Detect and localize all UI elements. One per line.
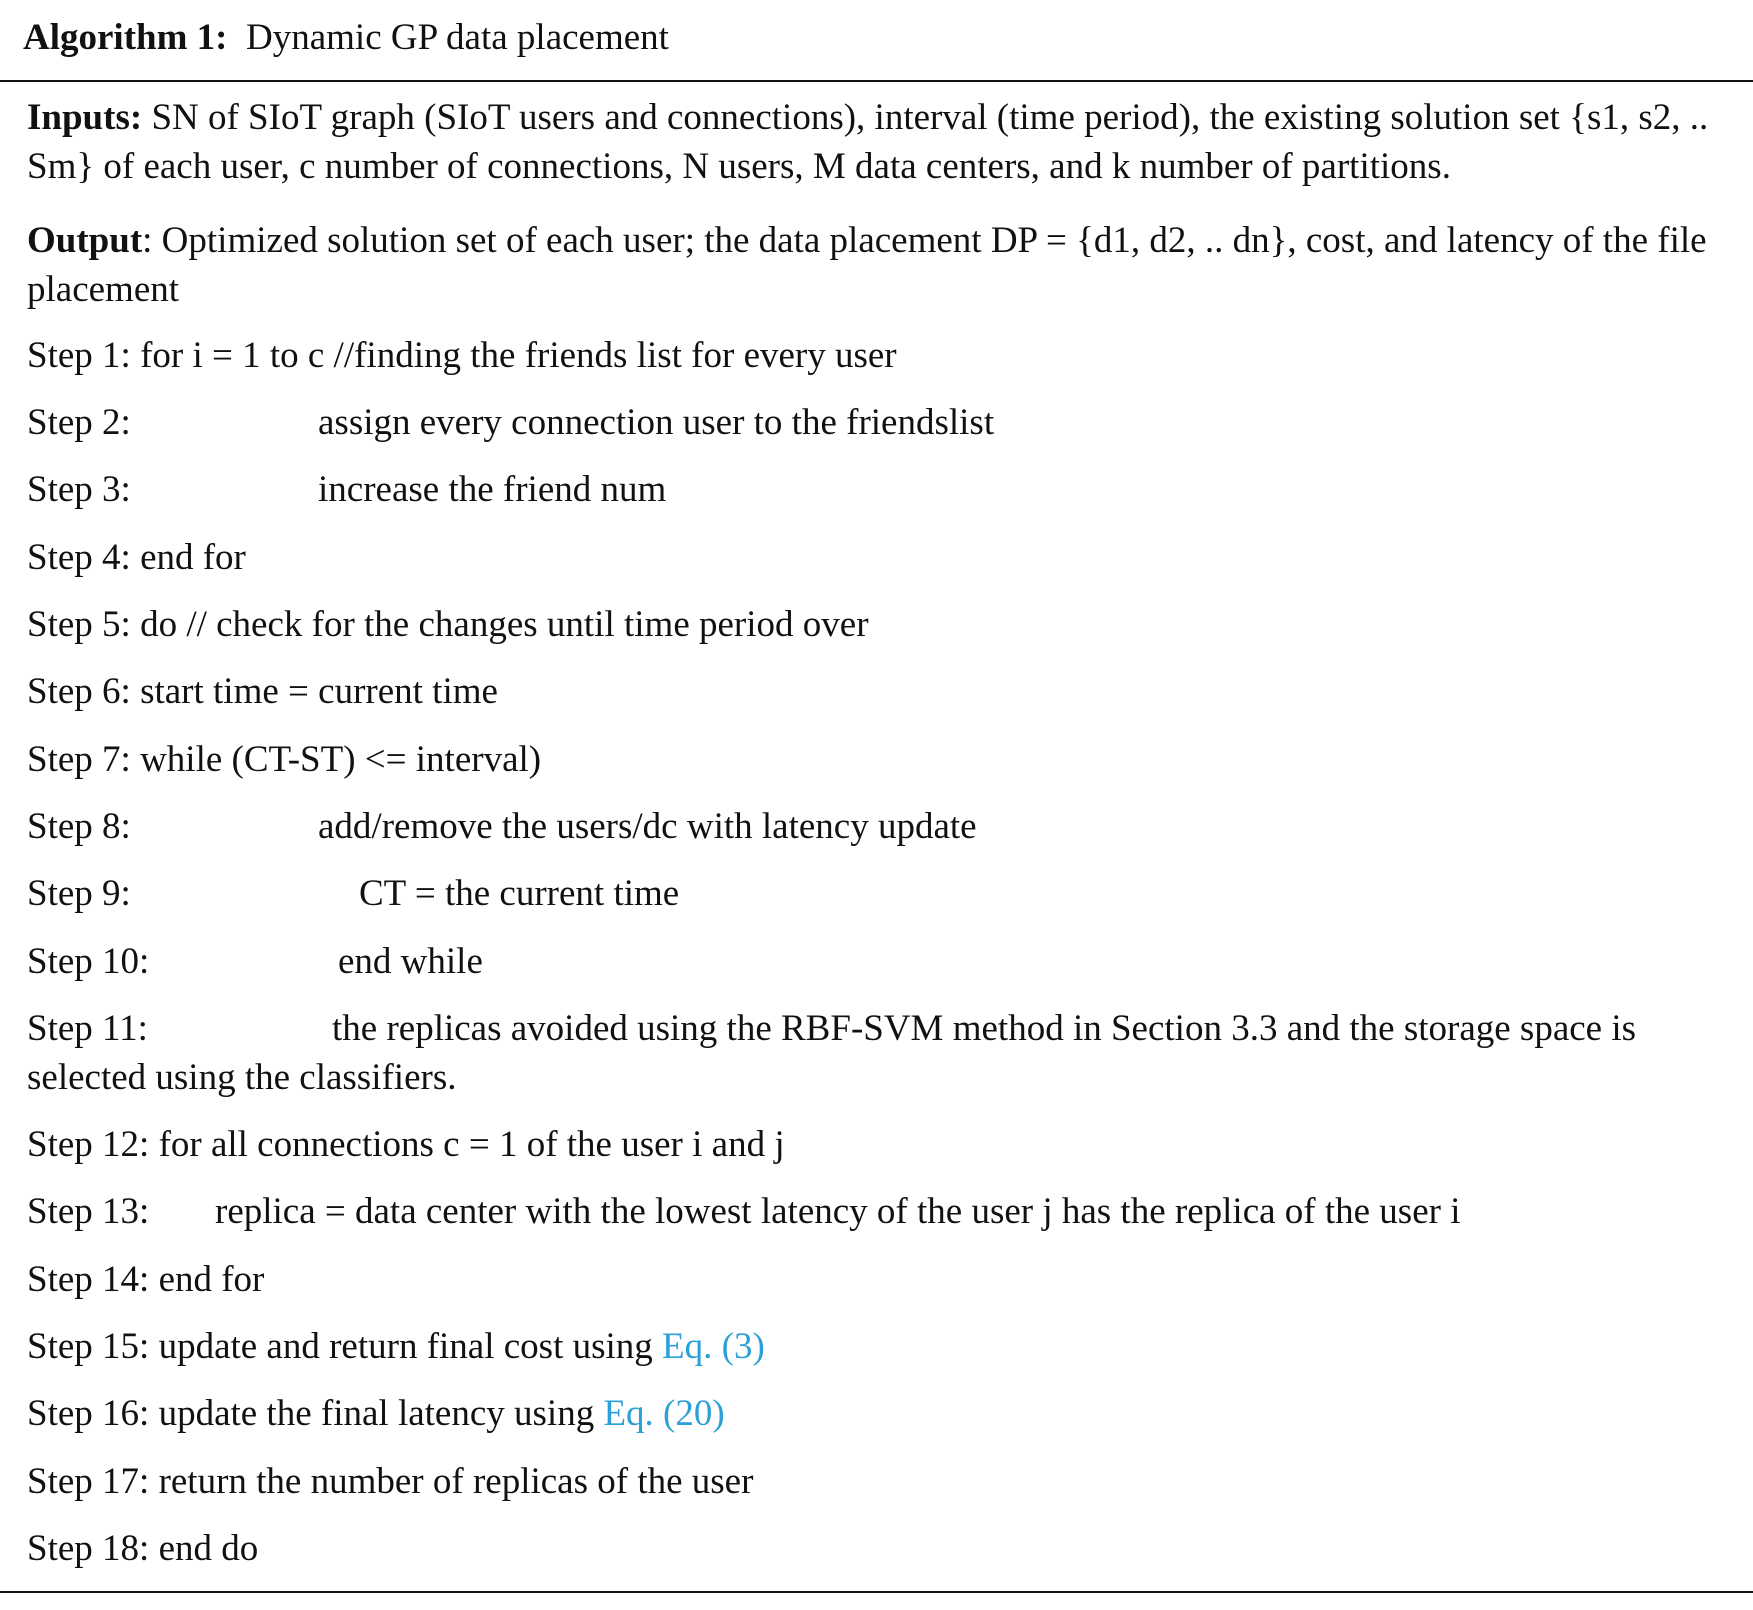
step-14 [27, 1255, 264, 1304]
step-label: Step 11: [27, 1008, 148, 1049]
output-text: : Optimized solution set of each user; the data placement DP = {d1, d2, .. dn}, cost, and latency of the file placement [27, 220, 1707, 310]
step-label: Step 15: [27, 1326, 159, 1367]
step-text: replica = data center with the lowest latency of the user j has the replica of the user i [215, 1191, 1461, 1232]
step-text: end for [158, 1259, 265, 1300]
inputs-text: SN of SIoT graph (SIoT users and connections), interval (time period), the existing solution set {s1, s2, .. Sm} of each user, c number of connections, N users, M data centers, and k number of partitions. [27, 97, 1709, 187]
step-label: Step 8: [27, 806, 131, 847]
equation-3-link[interactable]: Eq. (3) [662, 1326, 765, 1367]
step-15 [27, 1322, 765, 1371]
step-10 [27, 937, 483, 986]
step-text: return the number of replicas of the user [158, 1461, 754, 1502]
step-label: Step 14: [27, 1259, 159, 1300]
algorithm-label: Algorithm 1: [23, 17, 228, 58]
step-11-continuation [27, 1053, 456, 1102]
step-1 [27, 331, 897, 380]
step-text: start time = current time [140, 671, 498, 712]
equation-20-link[interactable]: Eq. (20) [603, 1393, 725, 1434]
step-7 [27, 735, 541, 784]
step-label: Step 7: [27, 739, 141, 780]
step-label: Step 6: [27, 671, 141, 712]
step-text: update the final latency using [158, 1393, 604, 1434]
step-text: do // check for the changes until time period over [140, 604, 869, 645]
step-text: for i = 1 to c //finding the friends list for every user [140, 335, 897, 376]
step-17 [27, 1457, 753, 1506]
step-text-continued: selected using the classifiers. [27, 1057, 457, 1098]
step-5 [27, 600, 869, 649]
step-18 [27, 1524, 258, 1573]
step-text: add/remove the users/dc with latency update [318, 806, 977, 847]
step-label: Step 16: [27, 1393, 159, 1434]
step-label: Step 12: [27, 1124, 159, 1165]
inputs-label: Inputs: [27, 97, 143, 138]
step-label: Step 10: [27, 941, 150, 982]
step-text: update and return final cost using [158, 1326, 663, 1367]
step-label: Step 3: [27, 469, 131, 510]
algorithm-name: Dynamic GP data placement [246, 17, 669, 58]
step-label: Step 5: [27, 604, 141, 645]
step-16 [27, 1389, 725, 1438]
step-label: Step 9: [27, 873, 131, 914]
step-text: end while [338, 941, 483, 982]
bottom-rule [0, 1591, 1753, 1593]
step-text: end for [140, 537, 246, 578]
step-4 [27, 533, 246, 582]
step-text: end do [158, 1528, 259, 1569]
inputs-paragraph [27, 93, 1749, 191]
step-text: the replicas avoided using the RBF-SVM method in Section 3.3 and the storage space is [332, 1008, 1637, 1049]
step-6 [27, 667, 498, 716]
output-paragraph [27, 216, 1749, 314]
step-label: Step 17: [27, 1461, 159, 1502]
step-11 [27, 1004, 1637, 1053]
step-text: while (CT-ST) <= interval) [140, 739, 542, 780]
step-2 [27, 398, 995, 447]
step-9 [27, 869, 680, 918]
output-label: Output [27, 220, 143, 261]
step-text: increase the friend num [318, 469, 667, 510]
step-text: assign every connection user to the friendslist [318, 402, 995, 443]
step-label: Step 13: [27, 1191, 150, 1232]
algorithm-title [23, 12, 669, 64]
top-rule [0, 80, 1753, 82]
step-8 [27, 802, 977, 851]
step-label: Step 18: [27, 1528, 159, 1569]
step-label: Step 1: [27, 335, 141, 376]
step-13 [27, 1187, 1461, 1236]
step-label: Step 4: [27, 537, 141, 578]
step-12 [27, 1120, 785, 1169]
step-text: CT = the current time [359, 873, 680, 914]
step-text: for all connections c = 1 of the user i and j [158, 1124, 785, 1165]
step-label: Step 2: [27, 402, 131, 443]
step-3 [27, 465, 667, 514]
